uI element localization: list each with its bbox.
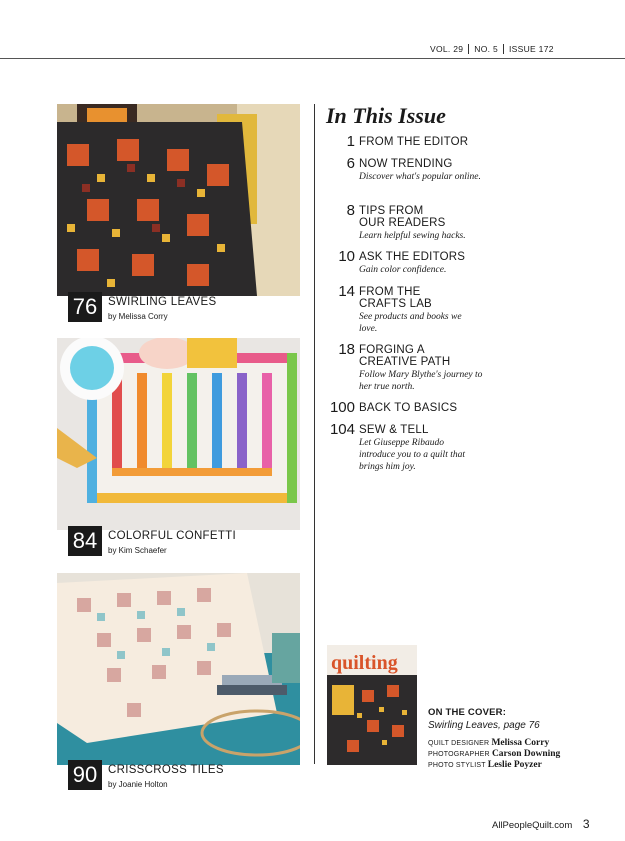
cover-credits	[428, 738, 598, 771]
feature-title: CRISSCROSS TILES	[108, 764, 224, 776]
toc-item-description: Follow Mary Blythe's journey to her true north.	[359, 370, 483, 392]
on-the-cover-subtitle: Swirling Leaves, page 76	[428, 720, 540, 731]
toc-item-name: SEW & TELL	[359, 424, 429, 436]
feature-byline: by Joanie Holton	[108, 780, 168, 789]
credit-name: Melissa Corry	[491, 738, 550, 748]
toc-item-from-the-crafts-lab[interactable]	[325, 284, 535, 335]
crisscross-tiles-photo[interactable]	[57, 573, 300, 765]
feature-title: SWIRLING LEAVES	[108, 296, 217, 308]
toc-item-name: NOW TRENDING	[359, 158, 453, 170]
feature-colorful-confetti[interactable]	[68, 526, 236, 556]
volume-label: VOL. 29	[430, 44, 464, 54]
credit-name: Leslie Poyzer	[487, 760, 542, 770]
credit-role: QUILT DESIGNER	[428, 740, 490, 747]
on-the-cover-heading: ON THE COVER:	[428, 707, 507, 718]
toc-item-description: Gain color confidence.	[359, 265, 447, 275]
toc-page-number: 10	[338, 248, 355, 265]
toc-item-name: FROM THE CRAFTS LAB	[359, 286, 432, 310]
toc-page-number: 100	[329, 399, 355, 416]
toc-item-description: Discover what's popular online.	[359, 172, 481, 182]
header-rule	[0, 58, 625, 59]
credit-row	[428, 738, 598, 749]
feature-byline: by Melissa Corry	[108, 312, 168, 321]
cover-masthead: quilting	[331, 652, 398, 674]
toc-item-back-to-basics[interactable]	[325, 400, 535, 416]
toc-item-name: ASK THE EDITORS	[359, 251, 466, 263]
toc-item-sew-and-tell[interactable]	[325, 422, 535, 473]
toc-page-number: 6	[346, 155, 355, 172]
issue-header	[430, 44, 559, 54]
page-number: 3	[582, 817, 590, 831]
colorful-confetti-photo[interactable]	[57, 338, 300, 530]
credit-role: PHOTO STYLIST	[428, 762, 486, 769]
credit-name: Carson Downing	[491, 749, 561, 759]
feature-byline: by Kim Schaefer	[108, 546, 167, 555]
toc-page-number: 1	[346, 133, 355, 150]
toc-item-tips-from-our-readers[interactable]	[325, 203, 535, 242]
toc-item-ask-the-editors[interactable]	[325, 249, 535, 276]
toc-item-name: FROM THE EDITOR	[359, 136, 469, 148]
toc-item-from-the-editor[interactable]	[325, 134, 535, 150]
feature-swirling-leaves[interactable]	[68, 292, 216, 322]
toc-heading: In This Issue	[326, 103, 446, 128]
page-footer	[492, 817, 590, 831]
toc-item-description: Let Giuseppe Ribaudo introduce you to a quilt that brings him joy.	[359, 438, 465, 472]
toc-page-number: 104	[329, 421, 355, 438]
toc-page-number: 8	[346, 202, 355, 219]
toc-item-description: See products and books we love.	[359, 312, 462, 334]
feature-title: COLORFUL CONFETTI	[108, 530, 236, 542]
feature-crisscross-tiles[interactable]	[68, 760, 224, 790]
credit-row	[428, 760, 598, 771]
toc-page-number: 14	[338, 283, 355, 300]
feature-page-number: 84	[68, 526, 102, 556]
toc-item-forging-a-creative-path[interactable]	[325, 342, 535, 393]
column-divider	[314, 104, 315, 764]
toc-item-now-trending[interactable]	[325, 156, 535, 183]
cover-thumbnail[interactable]	[327, 645, 417, 765]
toc-item-name: TIPS FROM OUR READERS	[359, 205, 446, 229]
issue-label: ISSUE 172	[503, 44, 559, 54]
toc-item-name: BACK TO BASICS	[359, 402, 458, 414]
swirling-leaves-photo[interactable]	[57, 104, 300, 296]
toc-item-name: FORGING A CREATIVE PATH	[359, 344, 451, 368]
toc-page-number: 18	[338, 341, 355, 358]
on-the-cover-block	[428, 707, 598, 771]
website-link[interactable]: AllPeopleQuilt.com	[492, 820, 573, 831]
credit-row	[428, 749, 598, 760]
number-label: NO. 5	[468, 44, 503, 54]
feature-page-number: 76	[68, 292, 102, 322]
credit-role: PHOTOGRAPHER	[428, 751, 490, 758]
toc-item-description: Learn helpful sewing hacks.	[359, 231, 466, 241]
feature-page-number: 90	[68, 760, 102, 790]
